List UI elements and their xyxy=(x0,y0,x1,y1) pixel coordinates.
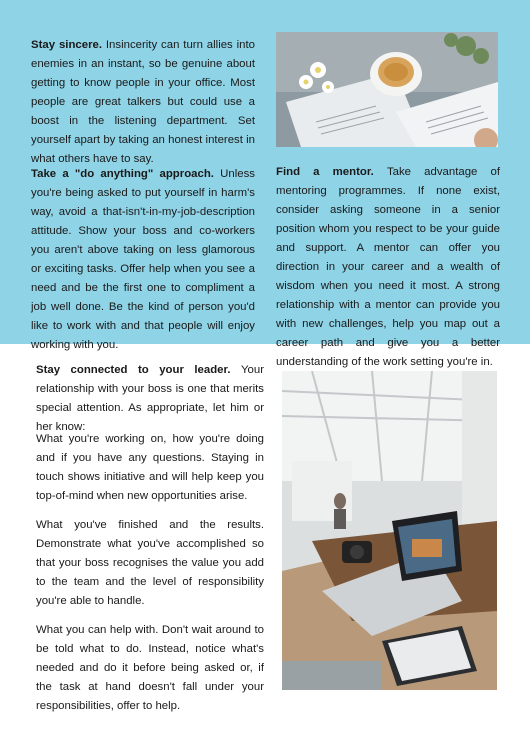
do-anything-heading: Take a "do anything" approach. xyxy=(31,168,221,180)
stay-sincere-heading: Stay sincere. xyxy=(31,39,106,51)
do-anything-paragraph xyxy=(31,165,255,355)
office-laptop-photo xyxy=(282,371,497,690)
stay-connected-intro xyxy=(36,361,264,437)
do-anything-body: Unless you're being asked to put yourself in harm's way, avoid a that-isn't-in-my-job-description attitude. Show your boss and co-workers you aren't above taking on less glamorous or exciting tasks. Offer help when you see a need and be the first one to compliment a job well done. Be the kind of person you'd like to work with and that people will enjoy working with you. xyxy=(31,168,255,351)
stay-connected-body: Your relationship with your boss is one that merits special attention. As appropriate, let him or her know: xyxy=(36,364,264,433)
find-mentor-heading: Find a mentor. xyxy=(276,166,387,178)
stay-connected-title: Stay connected to your leader. xyxy=(36,364,241,376)
stay-sincere-paragraph xyxy=(31,36,255,169)
point-item: What you're working on, how you're doing and if you have any questions. Staying in touch shows initiative and will help keep you top-of-mind when new opportunities arise. xyxy=(36,433,264,502)
stay-sincere-body: Insincerity can turn allies into enemies in an instant, so be genuine about getting to know people in your office. Most people are great talkers but could use a boost in the listening department. Set yourself apart by taking an honest interest in what others have to say. xyxy=(31,39,256,165)
point-item: What you can help with. Don't wait around to be told what to do. Instead, notice what's needed and do it before being asked or, if the task at hand doesn't fall under your responsibilities, offer to help. xyxy=(36,624,264,712)
find-mentor-body: Take advantage of mentoring programmes. If none exist, consider asking someone in a senior position whom you respect to be your guide and support. A mentor can offer you direction in your career and a wealth of wisdom when you need it most. A strong relationship with a mentor can provide you with new challenges, help you map out a career path and give you a better understanding of the work setting you're in. xyxy=(276,166,501,368)
find-mentor-paragraph xyxy=(276,163,500,372)
point-item: What you've finished and the results. Demonstrate what you've accomplished so that your boss recognises the value you add to the team and the level of responsibility you're able to handle. xyxy=(36,519,264,607)
tea-and-books-photo xyxy=(276,32,498,147)
